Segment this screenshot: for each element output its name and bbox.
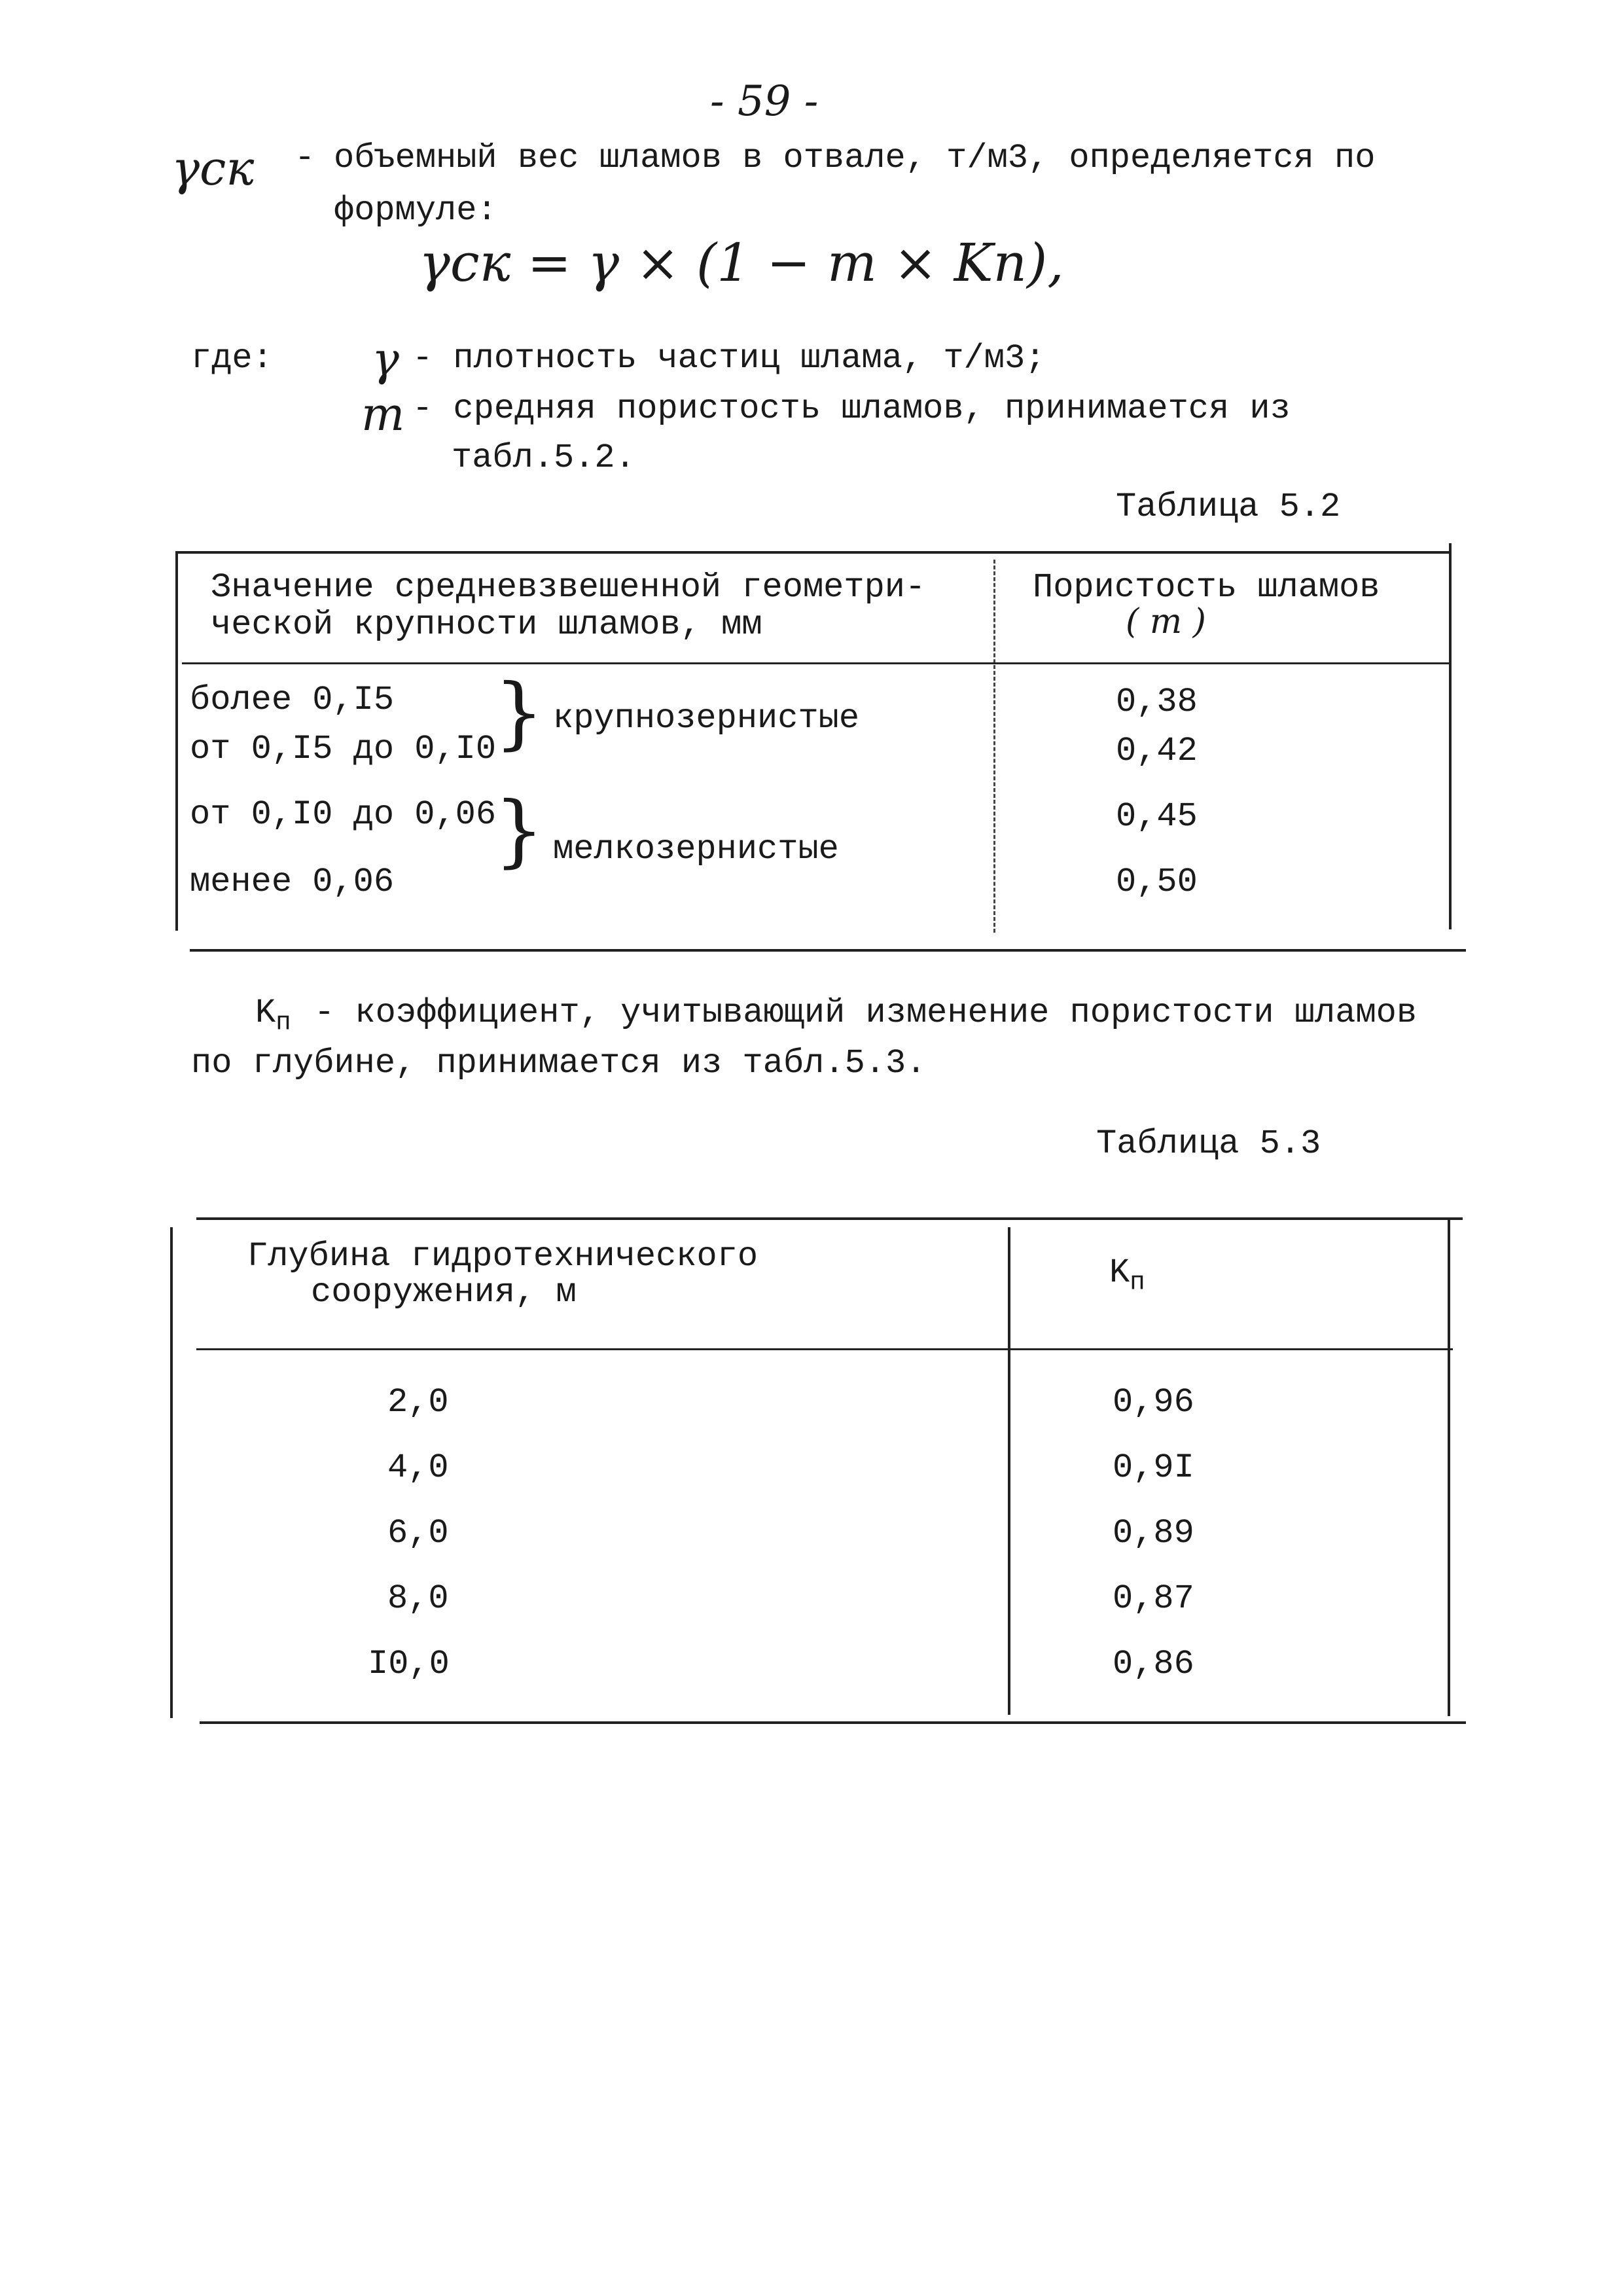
table-5-3-caption: Таблица 5.3 [1096, 1124, 1321, 1163]
fine-brace-icon: } [494, 785, 544, 876]
m-text-line2: табл.5.2. [452, 439, 635, 477]
table-5-3-bottom-rule [200, 1721, 1466, 1724]
kp-symbol [255, 994, 291, 1037]
table-5-2-left-border [175, 551, 178, 931]
kp-text-line2: по глубине, принимается из табл.5.3. [191, 1044, 927, 1083]
table-5-3-depth-cell: 2,0 [387, 1383, 449, 1422]
table-5-2-porosity-cell: 0,45 [1116, 797, 1198, 836]
table-5-3-depth-cell: I0,0 [368, 1645, 450, 1683]
table-5-2-column-divider [993, 560, 995, 933]
kp-letter: K [255, 994, 276, 1032]
m-symbol: m [361, 387, 405, 441]
table-5-3-kp-cell: 0,96 [1113, 1383, 1194, 1422]
gamma-symbol: γ [372, 332, 399, 386]
coarse-brace-icon: } [494, 668, 544, 759]
table-5-2-caption: Таблица 5.2 [1116, 488, 1341, 526]
table-5-3-left-border [170, 1227, 173, 1718]
table-5-3-top-rule [196, 1217, 1463, 1220]
m-text-line1: - средняя пористость шламов, принимается из [412, 389, 1291, 428]
formula: γск = γ × (1 − m × Kп), [419, 232, 1064, 293]
table-5-3-header-right [1109, 1253, 1145, 1297]
table-5-2-porosity-cell: 0,38 [1116, 683, 1198, 721]
table-5-2-size-cell: от 0,I0 до 0,06 [190, 795, 497, 834]
table-5-3-kp-subscript: п [1130, 1268, 1145, 1297]
table-5-2-porosity-cell: 0,50 [1116, 863, 1198, 901]
gamma-sk-text-line2: формуле: [334, 191, 497, 230]
table-5-2-porosity-cell: 0,42 [1116, 732, 1198, 770]
table-5-2-size-cell: более 0,I5 [190, 681, 395, 719]
where-label: где: [191, 339, 273, 378]
table-5-3-right-border [1448, 1219, 1450, 1716]
table-5-3-kp-cell: 0,86 [1113, 1645, 1194, 1683]
table-5-3-header-left-line1: Глубина гидротехнического [247, 1237, 758, 1276]
table-5-3-column-divider [1008, 1227, 1010, 1715]
group-fine-label: мелкозернистые [553, 830, 839, 869]
table-5-2-top-rule [175, 551, 1452, 554]
table-5-2-header-left-line1: Значение средневзвешенной геометри- [211, 568, 926, 607]
gamma-text: - плотность частиц шлама, т/м3; [412, 339, 1046, 378]
table-5-3-kp-letter: K [1109, 1253, 1130, 1292]
table-5-2-bottom-rule [190, 949, 1466, 952]
table-5-2-header-rule [182, 662, 1452, 664]
table-5-3-depth-cell: 4,0 [387, 1448, 449, 1487]
gamma-sk-text-line1: объемный вес шламов в отвале, т/м3, определяется по [334, 139, 1376, 177]
gamma-sk-dash: - [294, 139, 315, 177]
table-5-2-header-left-line2: ческой крупности шламов, мм [211, 605, 762, 644]
page-number: - 59 - [710, 77, 819, 126]
table-5-2-right-border [1449, 543, 1452, 929]
table-5-3-kp-cell: 0,9I [1113, 1448, 1194, 1487]
table-5-3-depth-cell: 8,0 [387, 1579, 449, 1618]
kp-text-line1: - коэффициент, учитывающий изменение пористости шламов [314, 994, 1418, 1032]
gamma-sk-symbol: γск [171, 141, 255, 196]
table-5-3-header-rule [196, 1348, 1453, 1350]
table-5-3-header-left-line2: сооружения, м [311, 1273, 577, 1312]
group-coarse-label: крупнозернистые [553, 699, 860, 738]
table-5-2-size-cell: от 0,I5 до 0,I0 [190, 730, 497, 768]
table-5-3-kp-cell: 0,89 [1113, 1514, 1194, 1552]
table-5-2-header-right-line1: Пористость шламов [1033, 568, 1380, 607]
table-5-3-kp-cell: 0,87 [1113, 1579, 1194, 1618]
table-5-2-header-right-line2: ( m ) [1126, 602, 1206, 641]
table-5-2-size-cell: менее 0,06 [190, 863, 395, 901]
kp-subscript: п [276, 1008, 291, 1037]
table-5-3-depth-cell: 6,0 [387, 1514, 449, 1552]
